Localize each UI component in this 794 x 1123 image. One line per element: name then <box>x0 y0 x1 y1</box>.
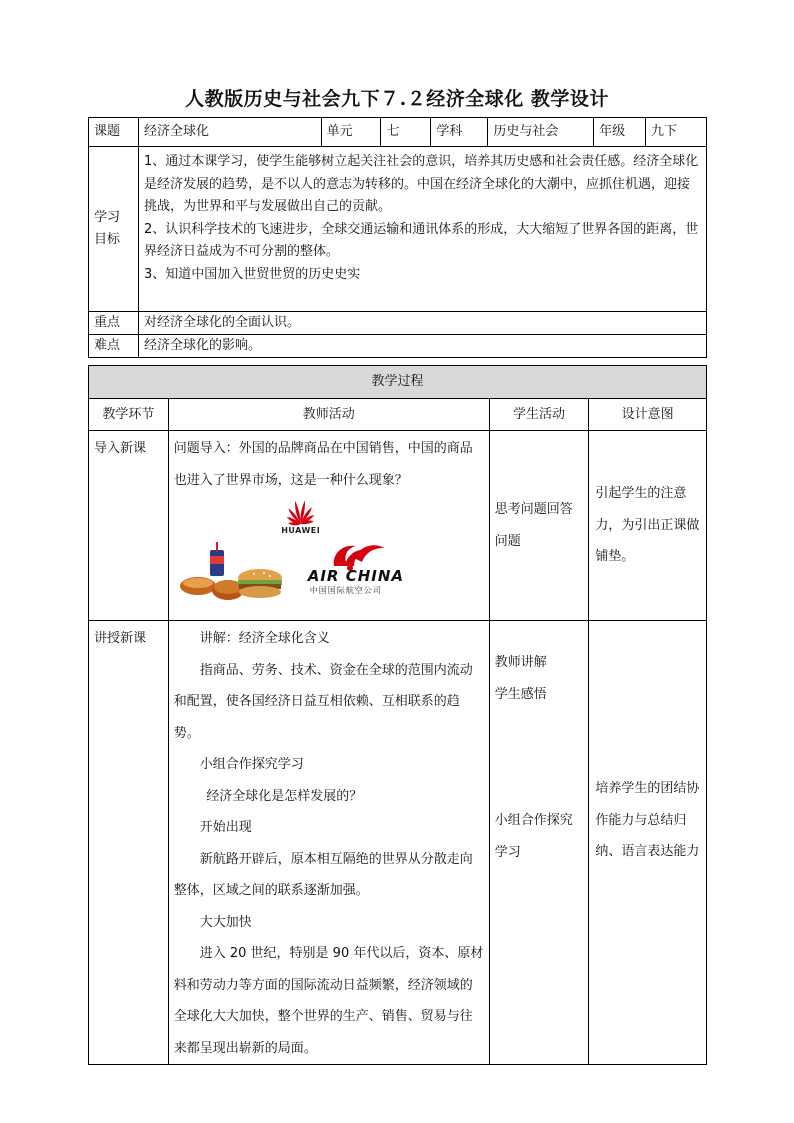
air-china-logo <box>304 538 424 604</box>
info-row <box>89 118 707 147</box>
goals-content <box>138 147 706 312</box>
air-china-wordmark: AIR CHINA <box>307 567 405 585</box>
air-china-subtitle: 中国国际航空公司 <box>309 586 382 595</box>
intro-row <box>89 431 707 621</box>
goal-item-3: 3、知道中国加入世贸世贸的历史史实 <box>143 266 361 282</box>
goals-label: 学习目标 <box>89 147 139 312</box>
lecture-point-6: 新航路开辟后，原本相互隔绝的世界从分散走向整体，区域之间的联系逐渐加强。 <box>173 851 473 898</box>
grade-value: 九下 <box>646 118 707 147</box>
student-activity-3: 小组合作探究学习 <box>494 813 573 860</box>
lecture-point-4: 经济全球化是怎样发展的？ <box>206 788 363 804</box>
unit-label: 单元 <box>321 118 381 147</box>
goals-row <box>89 147 707 312</box>
goal-item-2: 2、认识科学技术的飞速进步，全球交通运输和通讯体系的形成，大大缩短了世界各国的距离，世界经济日益成为不可分割的整体。 <box>143 221 699 259</box>
col-student-header: 学生活动 <box>489 398 589 431</box>
intro-intent: 引起学生的注意力，为引出正课做铺垫。 <box>589 431 707 621</box>
difficulty-label: 难点 <box>89 335 139 358</box>
grade-label: 年级 <box>594 118 646 147</box>
process-heading-row <box>89 366 707 399</box>
page-title: 人教版历史与社会九下７.２经济全球化 教学设计 <box>185 88 609 110</box>
topic-value: 经济全球化 <box>138 118 321 147</box>
lecture-point-2: 指商品、劳务、技术、资金在全球的范围内流动和配置，使各国经济日益互相依赖、互相联系的趋势。 <box>173 662 473 741</box>
huawei-wordmark: HUAWEI <box>281 526 321 535</box>
lecture-point-7: 大大加快 <box>199 914 252 930</box>
col-teacher-header: 教师活动 <box>168 398 489 431</box>
col-stage-header: 教学环节 <box>89 398 169 431</box>
food-icon <box>176 540 316 604</box>
subject-value: 历史与社会 <box>488 118 594 147</box>
lecture-point-5: 开始出现 <box>199 820 252 835</box>
key-point-row <box>89 312 707 335</box>
lecture-intent-text: 培养学生的团结协作能力与总结归纳、语言表达能力 <box>595 781 700 859</box>
student-activity-1: 教师讲解 <box>494 655 547 670</box>
lecture-point-3: 小组合作探究学习 <box>199 757 304 772</box>
goal-item-1: 1、通过本课学习，使学生能够树立起关注社会的意识，培养其历史感和社会责任感。经济全球化是经济发展的趋势，是不以人的意志为转移的。中国在经济全球化的大潮中，应抓住机遇，迎接挑战，为世界和平与发展做出自己的贡献。 <box>143 154 699 214</box>
col-intent-header: 设计意图 <box>589 398 707 431</box>
intro-student: 思考问题回答问题 <box>489 431 589 621</box>
info-table <box>88 117 707 358</box>
lecture-student <box>489 621 589 1065</box>
topic-label: 课题 <box>89 118 139 147</box>
lecture-point-8: 进入 20 世纪，特别是 90 年代以后，资本、原材料和劳动力等方面的国际流动日益频繁，经济领域的全球化大大加快，整个世界的生产、销售、贸易与往来都呈现出崭新的局面。 <box>173 946 484 1056</box>
difficulty-value: 经济全球化的影响。 <box>138 335 706 358</box>
unit-value: 七 <box>381 118 431 147</box>
brand-logos-image <box>174 498 474 606</box>
lecture-point-1: 讲解：经济全球化含义 <box>199 631 330 646</box>
student-activity-2: 学生感悟 <box>494 686 547 702</box>
lecture-stage: 讲授新课 <box>89 621 169 1065</box>
difficulty-row <box>89 335 707 358</box>
intro-teacher <box>168 431 489 621</box>
lecture-intent <box>589 621 707 1065</box>
process-heading: 教学过程 <box>89 366 707 399</box>
key-point-label: 重点 <box>89 312 139 335</box>
lecture-row <box>89 621 707 1065</box>
intro-question: 问题导入：外国的品牌商品在中国销售，中国的商品也进入了世界市场，这是一种什么现象？ <box>173 441 473 488</box>
process-table <box>88 365 707 1065</box>
intro-stage: 导入新课 <box>89 431 169 621</box>
subject-label: 学科 <box>431 118 488 147</box>
key-point-value: 对经济全球化的全面认识。 <box>138 312 706 335</box>
lecture-teacher <box>168 621 489 1065</box>
process-header-row <box>89 398 707 431</box>
